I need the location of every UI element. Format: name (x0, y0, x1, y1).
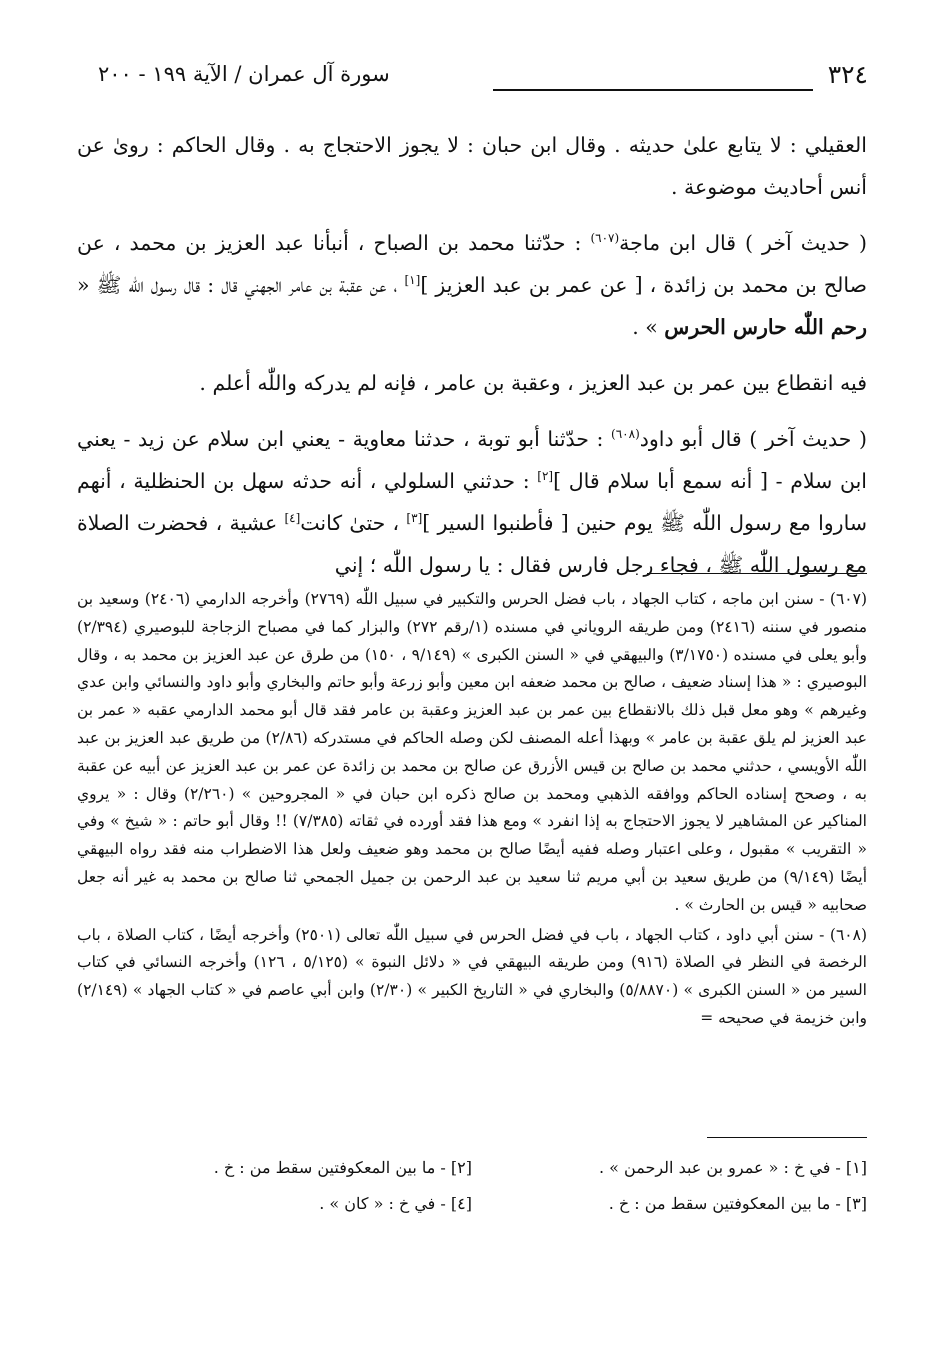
page-number: ٣٢٤ (827, 60, 868, 89)
variant-note-4: [٤] - في خ : « كان » . (319, 1194, 472, 1213)
variant-ref-3: [٣] (406, 511, 423, 526)
variant-note-2: [٢] - ما بين المعكوفتين سقط من : خ . (213, 1158, 472, 1177)
header-rule (493, 89, 813, 91)
manuscript-variants (77, 1150, 867, 1222)
paragraph-aqili-text: العقيلي : لا يتابع علىٰ حديثه . وقال ابن حبان : لا يجوز الاحتجاج به . وقال الحاكم : روىٰ عن أنس أحاديث موضوعة . (77, 133, 867, 199)
variants-row (77, 1150, 867, 1186)
running-title: سورة آل عمران / الآية ١٩٩ - ٢٠٠ (98, 62, 390, 86)
text-segment: : حدّثنا محمد بن الصباح ، أنبأنا عبد العزيز بن محمد ، عن صالح بن محمد بن زائدة ، [ عن عمر بن عبد العزيز ] (77, 231, 867, 297)
main-text (77, 124, 867, 600)
paragraph-abu-dawud (77, 418, 867, 586)
footnote-ref-608: (٦٠٨) (611, 427, 640, 442)
variant-note-3: [٣] - ما بين المعكوفتين سقط من : خ . (608, 1194, 867, 1213)
variants-separator (707, 1137, 867, 1138)
footnote-607: (٦٠٧) - سنن ابن ماجه ، كتاب الجهاد ، باب فضل الحرس والتكبير في سبيل اللّٰه (٢٧٦٩) وأخرجه الدارمي (٢٤٠٦) وسعيد بن منصور في سننه (٢٤١٦) ومن طريقه الروياني في مسنده (١/رقم ٢٧٢) والبزار كما في مصباح الزجاجة للبوصيري (٢/٣٩٤) وأبو يعلى في مسنده (٣/١٧٥٠) والبيهقي في « السنن الكبرى » (٩/١٤٩ ، ١٥٠) من طرق عن عبد العزيز بن محمد به ، وقال البوصيري : « هذا إسناد ضعيف ، صالح بن محمد ضعفه ابن معين وأبو زرعة وأبو حاتم والبخاري وأبو داود والنسائي وابن عدي وغيرهم » وهو معل قبل ذلك بالانقطاع بين عمر بن عبد العزيز وعقبة بن عامر فقد قال أبو محمد الدارمي عقبه « عمر بن عبد العزيز لم يلق عقبة بن عامر » وبهذا أعله المصنف لكن وصله الحاكم في مستدركه (٢/٨٦) من طريق عبد العزيز بن عبد اللّٰه الأويسي ، حدثني محمد بن صالح بن قيس الأزرق عن صالح بن محمد بن زائدة عن عمر بن عبد العزيز عن أبيه عن عقبة به ، وصحح إسناده الحاكم ووافقه الذهبي ومحمد بن صالح ذكره ابن حبان في « المجروحين » (٢/٢٦٠) وقال : « يروي المناكير عن المشاهير لا يجوز الاحتجاج به إذا انفرد » ومع هذا فقد أورده في ثقاته (٧/٣٨٥) !! وقال أبو حاتم : « شيخ » وفي « التقريب » مقبول ، وعلى اعتبار وصله ففيه أيضًا صالح بن محمد وهو ضعيف ولعل هذا الاضطراب منه فقد رواه البيهقي أيضًا (٩/١٤٩) من طريق سعيد بن أبي مريم ثنا سعيد بن عبد الرحمن بن جميل الجمحي ثنا صالح بن محمد به غير أنه جعل صحابيه « قيس بن الحارث » . (77, 590, 868, 914)
variants-row (77, 1186, 867, 1222)
variant-note-1: [١] - في خ : « عمرو بن عبد الرحمن » . (598, 1158, 867, 1177)
variant-ref-2: [٢] (537, 469, 554, 484)
page-header (98, 60, 868, 100)
variant-ref-1: [١] (404, 273, 421, 288)
footnotes (77, 586, 867, 1035)
text-segment: : حدّثنا أبو توبة ، حدثنا معاوية - يعني ابن سلام عن زيد - يعني ابن سلام - [ أنه سمع أبا سلام قال ] (77, 427, 867, 493)
paragraph-inqita (77, 362, 867, 404)
text-segment: » . (632, 315, 665, 339)
paragraph-ibn-majah (77, 222, 867, 348)
footnote-ref-607: (٦٠٧) (590, 231, 620, 246)
paragraph-inqita-text: فيه انقطاع بين عمر بن عبد العزيز ، وعقبة بن عامر ، فإنه لم يدركه واللّٰه أعلم . (199, 371, 867, 395)
text-segment: : حدثني السلولي ، أنه حدثه سهل بن الحنظلية ، أنهم ساروا مع رسول اللّٰه ﷺ يوم حنين [ فأطنبوا السير ] (77, 469, 867, 535)
text-segment: ( حديث آخر ) قال ابن ماجة (619, 231, 867, 255)
text-segment: ، حتىٰ كانت (300, 511, 407, 535)
footnote-separator (647, 573, 867, 574)
footnote-608: (٦٠٨) - سنن أبي داود ، كتاب الجهاد ، باب في فضل الحرس في سبيل اللّٰه تعالى (٢٥٠١) وأخرجه أيضًا ، كتاب الصلاة ، باب الرخصة في النظر في الصلاة (٩١٦) ومن طريقه البيهقي في « دلائل النبوة » (٥/١٢٥ ، ١٢٦) وأخرجه النسائي في كتاب السير من « السنن الكبرى » (٥/٨٨٧٠) والبخاري في « التاريخ الكبير » (٢/٣٠) وابن أبي عاصم في « كتاب الجهاد » (٢/١٤٩) وابن خزيمة في صحيحه = (77, 925, 868, 1027)
variant-ref-4: [٤] (284, 511, 301, 526)
hadith-quote: رحم اللّٰه حارس الحرس (664, 315, 867, 339)
paragraph-aqili (77, 124, 867, 208)
text-segment: ( حديث آخر ) قال أبو داود (639, 427, 868, 451)
text-segment: عشية ، فحضرت الصلاة مع رسول اللّٰه ﷺ ، فجاء رجل فارس فقال : يا رسول اللّٰه ؛ إني (77, 511, 867, 577)
text-segment: ، عن عقبة بن عامر الجهني قال : قال رسول اللّٰه ﷺ « (77, 273, 405, 297)
